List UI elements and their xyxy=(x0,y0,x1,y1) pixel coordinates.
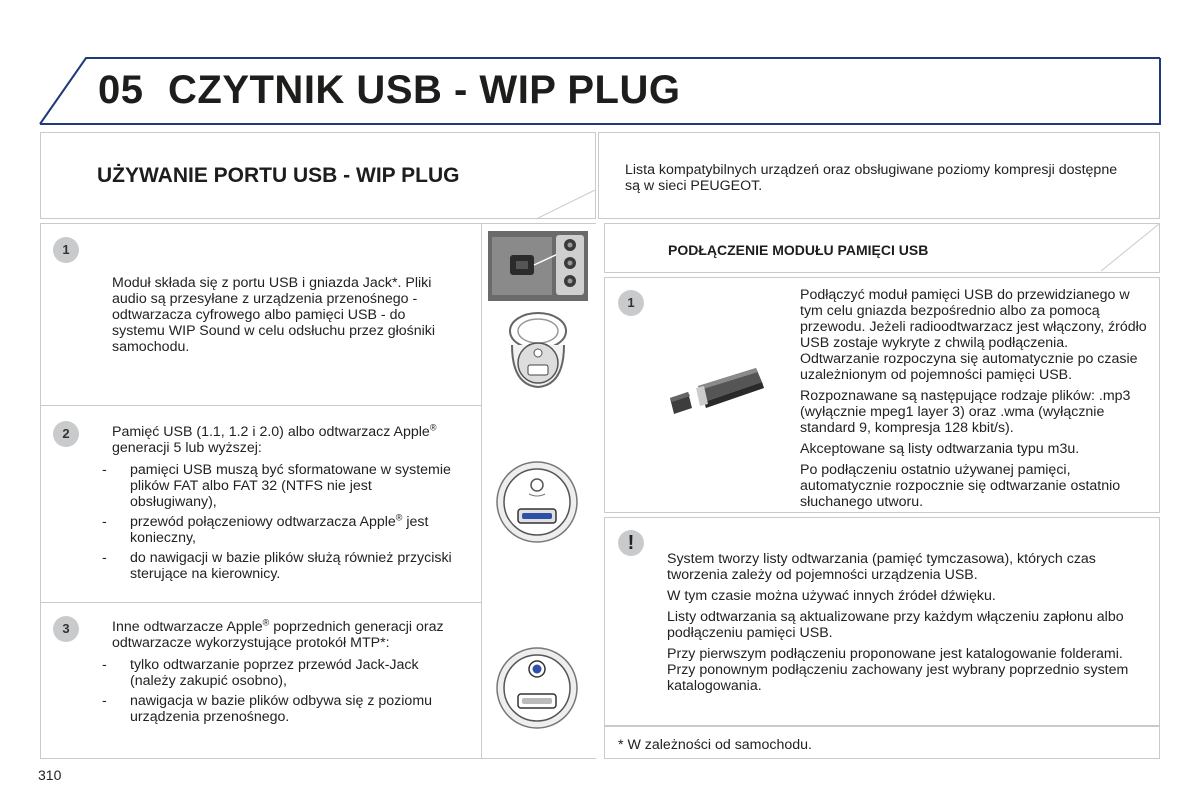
step-3-text: Inne odtwarzacze Apple® poprzednich generacji oraz odtwarzacze wykorzystujące protokół MTP*: - tylko odtwarzanie poprzez przewód Jack-Jack (należy zakupić osobno), - nawigacja w bazie plików odbywa się z poziomu urządzenia przenośnego. xyxy=(112,619,462,729)
section-title: PODŁĄCZENIE MODUŁU PAMIĘCI USB xyxy=(668,242,929,258)
chapter-title: CZYTNIK USB - WIP PLUG xyxy=(168,68,681,112)
info-panel xyxy=(598,132,1160,219)
list-item: - do nawigacji w bazie plików służą również przyciski sterujące na kierownicy. xyxy=(100,550,462,582)
connect-text: Podłączyć moduł pamięci USB do przewidzianego w tym celu gniazda bezpośrednio albo za pomocą przewodu. Jeżeli radioodtwarzacz jest włączony, źródło USB zostaje wykryte z chwilą podłączenia. Odtwarzanie rozpoczyna się automatycznie po czasie uzależnionym od pojemności pamięci USB. Rozpoznawane są następujące rodzaje plików: .mp3 (wyłącznie mpeg1 layer 3) oraz .wma (wyłącznie standard 9, kompresja 128 kbit/s). Akceptowane są listy odtwarzania typu m3u. Po podłączeniu ostatnio używanej pamięci, automatycznie rozpocznie się odtwarzanie ostatnio słuchanego utworu. xyxy=(800,287,1147,510)
usb-port-cover-icon xyxy=(502,305,574,393)
footnote: * W zależności od samochodu. xyxy=(618,737,812,753)
compatibility-info: Lista kompatybilnych urządzeń oraz obsługiwane poziomy kompresji dostępne są w sieci PEUGEOT. xyxy=(625,162,1118,194)
title-corner-fold xyxy=(1100,223,1160,273)
usage-title-panel xyxy=(40,132,596,219)
title-corner-fold xyxy=(536,190,596,220)
connect-step-badge: 1 xyxy=(618,290,644,316)
list-item: - nawigacja w bazie plików odbywa się z poziomu urządzenia przenośnego. xyxy=(100,693,462,725)
step-1-text: Moduł składa się z portu USB i gniazda Jack*. Pliki audio są przesyłane z urządzenia przenośnego - odtwarzacza cyfrowego albo pamięci USB - do systemu WIP Sound w celu odsłuchu przez głośniki samochodu. xyxy=(112,275,436,355)
footnote-panel xyxy=(604,726,1160,759)
step-3-badge: 3 xyxy=(53,616,79,642)
jack-port-icon xyxy=(496,646,578,730)
connect-title-panel xyxy=(604,223,1160,273)
warning-text: System tworzy listy odtwarzania (pamięć tymczasowa), których czas tworzenia zależy od pojemności urządzenia USB. W tym czasie można używać innych źródeł dźwięku. Listy odtwarzania są aktualizowane przy każdym włączeniu zapłonu albo podłączeniu pamięci USB. Przy pierwszym podłączeniu proponowane jest katalogowanie folderami. Przy ponownym podłączeniu zachowany jest wybrany poprzednio system katalogowania. xyxy=(667,551,1129,694)
list-item: - przewód połączeniowy odtwarzacza Apple® jest konieczny, xyxy=(100,514,462,546)
usb-port-icon xyxy=(496,458,578,544)
chapter-number: 05 xyxy=(98,68,144,112)
section-title: UŻYWANIE PORTU USB - WIP PLUG xyxy=(97,164,460,187)
list-item: - tylko odtwarzanie poprzez przewód Jack-Jack (należy zakupić osobno), xyxy=(100,657,462,689)
list-item: - pamięci USB muszą być sformatowane w systemie plików FAT albo FAT 32 (NTFS nie jest obsługiwany), xyxy=(100,462,462,510)
console-photo xyxy=(488,231,588,301)
step-2-text: Pamięć USB (1.1, 1.2 i 2.0) albo odtwarzacz Apple® generacji 5 lub wyższej: - pamięci USB muszą być sformatowane w systemie plików FAT albo FAT 32 (NTFS nie jest obsługiwany), - przewód połączeniowy odtwarzacza Apple® jest konieczny, - do nawigacji w bazie plików służą również przyciski sterujące na kierownicy. xyxy=(112,424,462,586)
page-number: 310 xyxy=(38,767,62,783)
warning-badge: ! xyxy=(618,530,644,556)
step-2-badge: 2 xyxy=(53,421,79,447)
usb-stick-icon xyxy=(666,362,772,418)
step-1-badge: 1 xyxy=(53,237,79,263)
